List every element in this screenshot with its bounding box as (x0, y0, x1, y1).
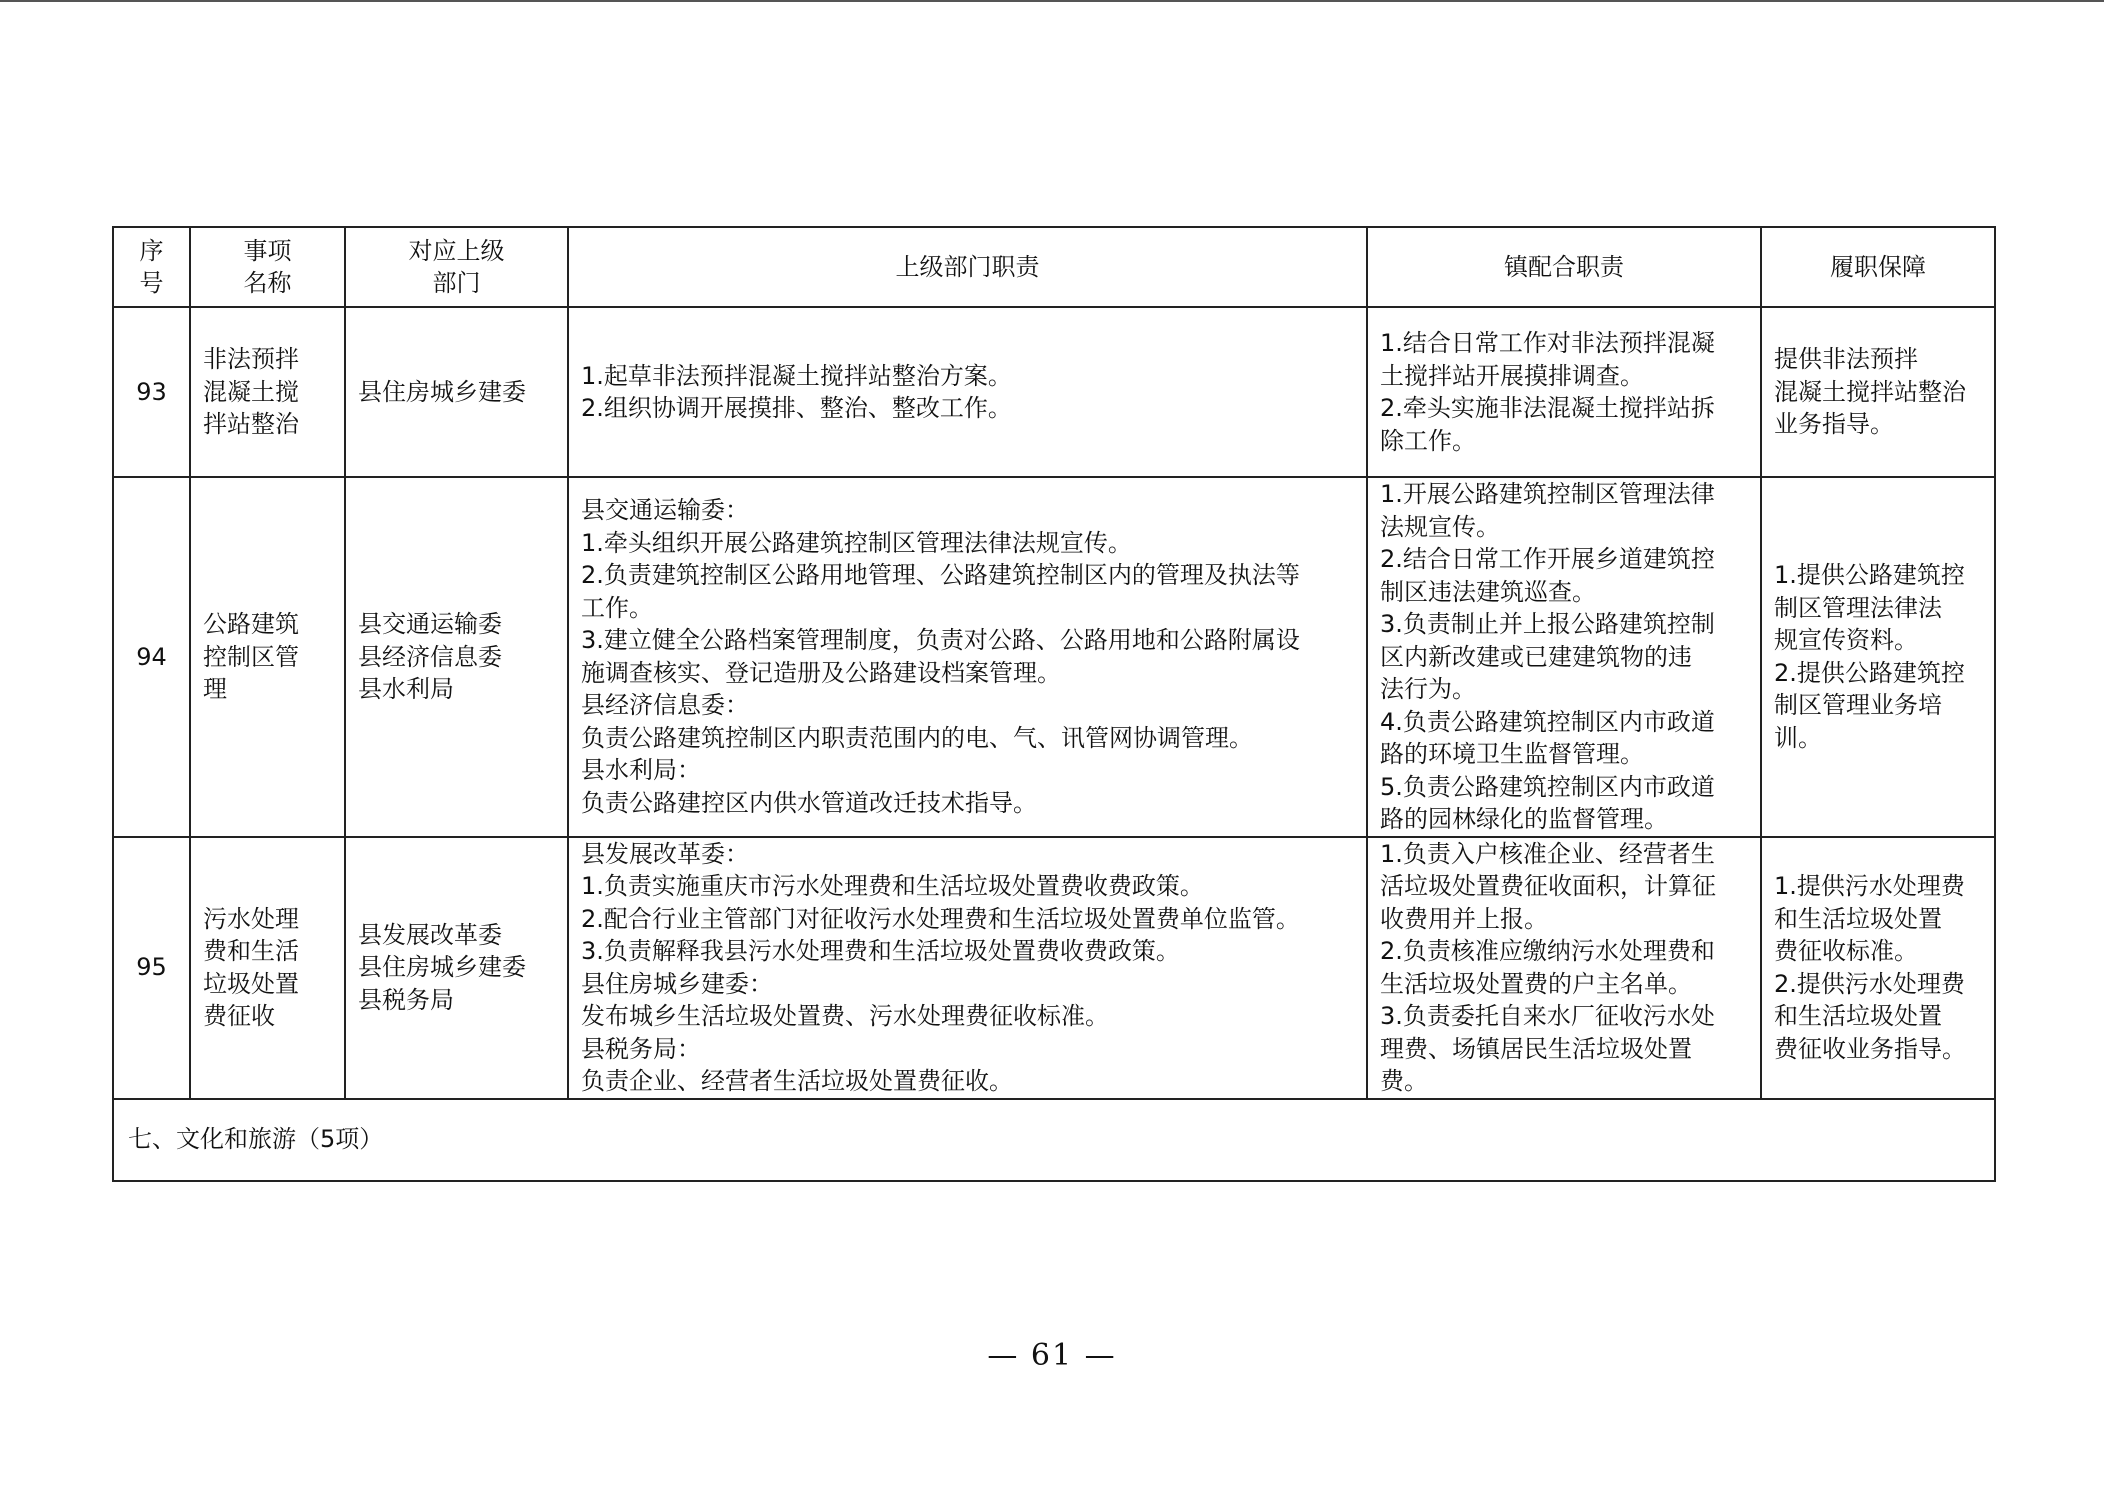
table-row (113, 837, 1995, 1099)
table-row (113, 477, 1995, 837)
row-department: 县发展改革委 县住房城乡建委 县税务局 (345, 837, 568, 1099)
row-item-name: 公路建筑 控制区管 理 (190, 477, 345, 837)
row-town-duties: 1.开展公路建筑控制区管理法律 法规宣传。 2.结合日常工作开展乡道建筑控 制区违法建筑巡查。 3.负责制止并上报公路建筑控制 区内新改建或已建建筑物的违 法行为。 4.负责公路建筑控制区内市政道 路的环境卫生监督管理。 5.负责公路建筑控制区内市政道 路的园林绿化的监督管理。 (1367, 477, 1761, 837)
row-item-name: 非法预拌 混凝土搅 拌站整治 (190, 307, 345, 477)
row-upper-duties: 县发展改革委： 1.负责实施重庆市污水处理费和生活垃圾处置费收费政策。 2.配合行业主管部门对征收污水处理费和生活垃圾处置费单位监管。 3.负责解释我县污水处理费和生活垃圾处置费收费政策。 县住房城乡建委： 发布城乡生活垃圾处置费、污水处理费征收标准。 县税务局： 负责企业、经营者生活垃圾处置费征收。 (568, 837, 1367, 1099)
page-number: — 61 — (987, 1338, 1117, 1373)
header-seq: 序 号 (113, 227, 190, 307)
header-upper-duties: 上级部门职责 (568, 227, 1367, 307)
row-guarantee: 1.提供公路建筑控 制区管理法律法 规宣传资料。 2.提供公路建筑控 制区管理业务培 训。 (1761, 477, 1995, 837)
top-border-line (0, 0, 2104, 2)
row-upper-duties: 县交通运输委： 1.牵头组织开展公路建筑控制区管理法律法规宣传。 2.负责建筑控制区公路用地管理、公路建筑控制区内的管理及执法等 工作。 3.建立健全公路档案管理制度，负责对公路、公路用地和公路附属设 施调查核实、登记造册及公路建设档案管理。 县经济信息委： 负责公路建筑控制区内职责范围内的电、气、讯管网协调管理。 县水利局： 负责公路建控区内供水管道改迁技术指导。 (568, 477, 1367, 837)
duty-table (112, 226, 1996, 1182)
row-guarantee: 提供非法预拌 混凝土搅拌站整治 业务指导。 (1761, 307, 1995, 477)
row-seq: 93 (113, 307, 190, 477)
row-town-duties: 1.结合日常工作对非法预拌混凝 土搅拌站开展摸排调查。 2.牵头实施非法混凝土搅拌站拆 除工作。 (1367, 307, 1761, 477)
header-town-duties: 镇配合职责 (1367, 227, 1761, 307)
header-guarantee: 履职保障 (1761, 227, 1995, 307)
row-seq: 95 (113, 837, 190, 1099)
section-heading-row (113, 1099, 1995, 1181)
row-item-name: 污水处理 费和生活 垃圾处置 费征收 (190, 837, 345, 1099)
header-item-name: 事项 名称 (190, 227, 345, 307)
row-upper-duties: 1.起草非法预拌混凝土搅拌站整治方案。 2.组织协调开展摸排、整治、整改工作。 (568, 307, 1367, 477)
row-town-duties: 1.负责入户核准企业、经营者生 活垃圾处置费征收面积，计算征 收费用并上报。 2.负责核准应缴纳污水处理费和 生活垃圾处置费的户主名单。 3.负责委托自来水厂征收污水处 理费、场镇居民生活垃圾处置 费。 (1367, 837, 1761, 1099)
row-seq: 94 (113, 477, 190, 837)
table-row (113, 307, 1995, 477)
row-department: 县住房城乡建委 (345, 307, 568, 477)
section-heading-culture-tourism: 七、文化和旅游（5项） (113, 1099, 1995, 1181)
row-department: 县交通运输委 县经济信息委 县水利局 (345, 477, 568, 837)
row-guarantee: 1.提供污水处理费 和生活垃圾处置 费征收标准。 2.提供污水处理费 和生活垃圾处置 费征收业务指导。 (1761, 837, 1995, 1099)
header-upper-department: 对应上级 部门 (345, 227, 568, 307)
table-header-row (113, 227, 1995, 307)
